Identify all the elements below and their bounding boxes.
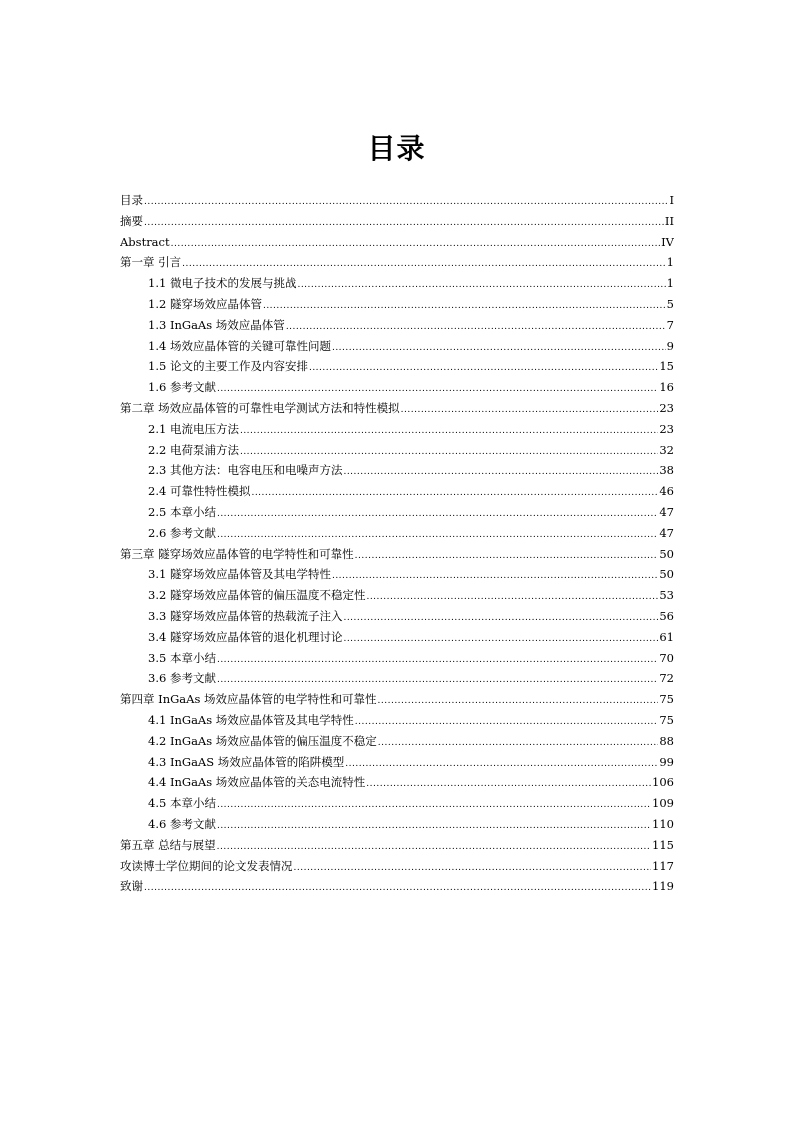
toc-entry-page: IV xyxy=(661,234,674,249)
toc-entry-page: 119 xyxy=(652,879,674,894)
toc-dot-leader xyxy=(217,379,658,398)
toc-entry[interactable] xyxy=(120,689,674,710)
toc-entry[interactable] xyxy=(120,793,674,814)
toc-entry-page: 9 xyxy=(666,338,674,353)
toc-entry-page: 1 xyxy=(666,255,674,270)
toc-entry-label: 摘要 xyxy=(120,213,143,228)
toc-entry-page: 15 xyxy=(659,359,674,374)
toc-dot-leader xyxy=(182,254,666,273)
toc-entry[interactable] xyxy=(120,460,674,481)
toc-entry[interactable] xyxy=(120,585,674,606)
toc-dot-leader xyxy=(217,670,658,689)
toc-entry[interactable] xyxy=(120,814,674,835)
toc-entry[interactable] xyxy=(120,731,674,752)
toc-entry-page: 70 xyxy=(659,650,674,665)
toc-entry-label: 4.5 本章小结 xyxy=(148,796,216,811)
toc-dot-leader xyxy=(343,462,658,481)
toc-entry-page: 50 xyxy=(659,567,674,582)
toc-entry-page: 75 xyxy=(659,692,674,707)
toc-entry-label: 1.2 隧穿场效应晶体管 xyxy=(148,296,262,311)
toc-dot-leader xyxy=(294,858,652,877)
toc-entry-label: 1.5 论文的主要工作及内容安排 xyxy=(148,359,308,374)
toc-entry[interactable] xyxy=(120,336,674,357)
toc-entry-page: 47 xyxy=(659,525,674,540)
toc-entry[interactable] xyxy=(120,294,674,315)
toc-entry-label: 4.4 InGaAs 场效应晶体管的关态电流特性 xyxy=(148,775,366,790)
toc-entry-label: 2.4 可靠性特性模拟 xyxy=(148,484,251,499)
toc-entry-label: 1.4 场效应晶体管的关键可靠性问题 xyxy=(148,338,331,353)
toc-entry-page: 23 xyxy=(659,421,674,436)
toc-entry-page: 50 xyxy=(659,546,674,561)
toc-entry-page: 46 xyxy=(659,484,674,499)
toc-entry-label: 第三章 隧穿场效应晶体管的电学特性和可靠性 xyxy=(120,546,354,561)
toc-dot-leader xyxy=(286,317,666,336)
toc-dot-leader xyxy=(345,754,658,773)
table-of-contents xyxy=(120,190,674,897)
toc-dot-leader xyxy=(251,483,658,502)
toc-entry-label: 攻读博士学位期间的论文发表情况 xyxy=(120,858,293,873)
toc-dot-leader xyxy=(217,837,651,856)
toc-dot-leader xyxy=(378,691,659,710)
toc-entry[interactable] xyxy=(120,876,674,897)
toc-entry-label: 第二章 场效应晶体管的可靠性电学测试方法和特性模拟 xyxy=(120,400,400,415)
toc-entry-page: 110 xyxy=(652,816,674,831)
toc-entry[interactable] xyxy=(120,419,674,440)
toc-entry-label: 2.1 电流电压方法 xyxy=(148,421,239,436)
toc-dot-leader xyxy=(309,358,658,377)
toc-entry[interactable] xyxy=(120,252,674,273)
toc-entry-label: 致谢 xyxy=(120,879,143,894)
toc-entry[interactable] xyxy=(120,315,674,336)
toc-entry-page: 109 xyxy=(652,796,674,811)
toc-dot-leader xyxy=(217,525,658,544)
toc-entry[interactable] xyxy=(120,273,674,294)
toc-entry-page: 47 xyxy=(659,504,674,519)
toc-dot-leader xyxy=(217,504,658,523)
toc-entry[interactable] xyxy=(120,772,674,793)
toc-entry[interactable] xyxy=(120,668,674,689)
toc-entry-label: 3.1 隧穿场效应晶体管及其电学特性 xyxy=(148,567,331,582)
toc-dot-leader xyxy=(263,296,666,315)
toc-entry[interactable] xyxy=(120,232,674,253)
toc-entry[interactable] xyxy=(120,398,674,419)
toc-entry-label: 4.6 参考文献 xyxy=(148,816,216,831)
toc-entry-page: 53 xyxy=(659,588,674,603)
toc-entry-label: Abstract xyxy=(120,234,170,249)
toc-dot-leader xyxy=(144,192,668,211)
toc-entry-label: 4.1 InGaAs 场效应晶体管及其电学特性 xyxy=(148,712,354,727)
toc-entry[interactable] xyxy=(120,627,674,648)
toc-dot-leader xyxy=(355,546,659,565)
toc-entry-label: 第四章 InGaAs 场效应晶体管的电学特性和可靠性 xyxy=(120,692,377,707)
toc-entry-page: 75 xyxy=(659,712,674,727)
toc-entry-label: 1.6 参考文献 xyxy=(148,380,216,395)
toc-entry[interactable] xyxy=(120,377,674,398)
toc-entry-label: 2.3 其他方法：电容电压和电噪声方法 xyxy=(148,463,343,478)
toc-entry-page: 38 xyxy=(659,463,674,478)
toc-entry-page: 88 xyxy=(659,733,674,748)
toc-entry-page: 1 xyxy=(666,276,674,291)
toc-entry[interactable] xyxy=(120,440,674,461)
toc-entry[interactable] xyxy=(120,481,674,502)
toc-dot-leader xyxy=(378,733,659,752)
toc-dot-leader xyxy=(240,442,658,461)
toc-dot-leader xyxy=(332,338,666,357)
toc-entry[interactable] xyxy=(120,648,674,669)
toc-dot-leader xyxy=(366,587,658,606)
toc-entry-page: 115 xyxy=(652,837,674,852)
toc-entry-page: 32 xyxy=(659,442,674,457)
toc-dot-leader xyxy=(355,712,659,731)
toc-entry[interactable] xyxy=(120,356,674,377)
toc-entry[interactable] xyxy=(120,523,674,544)
toc-dot-leader xyxy=(332,566,658,585)
toc-entry-label: 3.5 本章小结 xyxy=(148,650,216,665)
toc-entry[interactable] xyxy=(120,835,674,856)
toc-entry[interactable] xyxy=(120,856,674,877)
toc-entry[interactable] xyxy=(120,502,674,523)
toc-entry-label: 第一章 引言 xyxy=(120,255,182,270)
toc-dot-leader xyxy=(240,421,658,440)
toc-entry-label: 1.1 微电子技术的发展与挑战 xyxy=(148,276,297,291)
toc-entry[interactable] xyxy=(120,752,674,773)
toc-entry-label: 4.2 InGaAs 场效应晶体管的偏压温度不稳定 xyxy=(148,733,377,748)
toc-dot-leader xyxy=(217,816,651,835)
toc-entry-page: 5 xyxy=(666,296,674,311)
toc-entry-label: 第五章 总结与展望 xyxy=(120,837,216,852)
toc-entry-page: I xyxy=(669,193,674,207)
toc-dot-leader xyxy=(217,650,658,669)
toc-entry-label: 3.2 隧穿场效应晶体管的偏压温度不稳定性 xyxy=(148,588,366,603)
toc-dot-leader xyxy=(144,213,664,232)
toc-entry-page: 72 xyxy=(659,671,674,686)
toc-entry-label: 2.6 参考文献 xyxy=(148,525,216,540)
toc-dot-leader xyxy=(343,629,658,648)
toc-entry-label: 3.3 隧穿场效应晶体管的热载流子注入 xyxy=(148,608,343,623)
toc-dot-leader xyxy=(366,774,651,793)
toc-entry-page: 23 xyxy=(659,400,674,415)
toc-entry-page: 16 xyxy=(659,380,674,395)
toc-entry[interactable] xyxy=(120,606,674,627)
toc-dot-leader xyxy=(144,878,651,897)
toc-entry-page: 106 xyxy=(652,775,674,790)
toc-entry-page: II xyxy=(664,213,674,228)
toc-dot-leader xyxy=(217,795,651,814)
toc-entry-label: 2.5 本章小结 xyxy=(148,504,216,519)
toc-entry-label: 2.2 电荷泵浦方法 xyxy=(148,442,239,457)
toc-entry-label: 3.6 参考文献 xyxy=(148,671,216,686)
toc-dot-leader xyxy=(343,608,658,627)
toc-dot-leader xyxy=(297,275,665,294)
toc-entry[interactable] xyxy=(120,211,674,232)
toc-entry[interactable] xyxy=(120,710,674,731)
toc-entry-page: 99 xyxy=(659,754,674,769)
page-title: 目录 xyxy=(367,132,426,165)
toc-entry-label: 4.3 InGaAS 场效应晶体管的陷阱模型 xyxy=(148,754,345,769)
toc-entry-page: 7 xyxy=(666,317,674,332)
toc-entry-page: 61 xyxy=(659,629,674,644)
toc-entry-label: 3.4 隧穿场效应晶体管的退化机理讨论 xyxy=(148,629,343,644)
toc-entry-page: 117 xyxy=(652,858,674,873)
toc-dot-leader xyxy=(401,400,659,419)
toc-dot-leader xyxy=(171,234,661,253)
toc-entry-page: 56 xyxy=(659,608,674,623)
toc-entry[interactable] xyxy=(120,544,674,565)
toc-entry-label: 目录 xyxy=(120,193,143,207)
toc-entry[interactable] xyxy=(120,190,674,211)
toc-entry[interactable] xyxy=(120,564,674,585)
toc-entry-label: 1.3 InGaAs 场效应晶体管 xyxy=(148,317,285,332)
